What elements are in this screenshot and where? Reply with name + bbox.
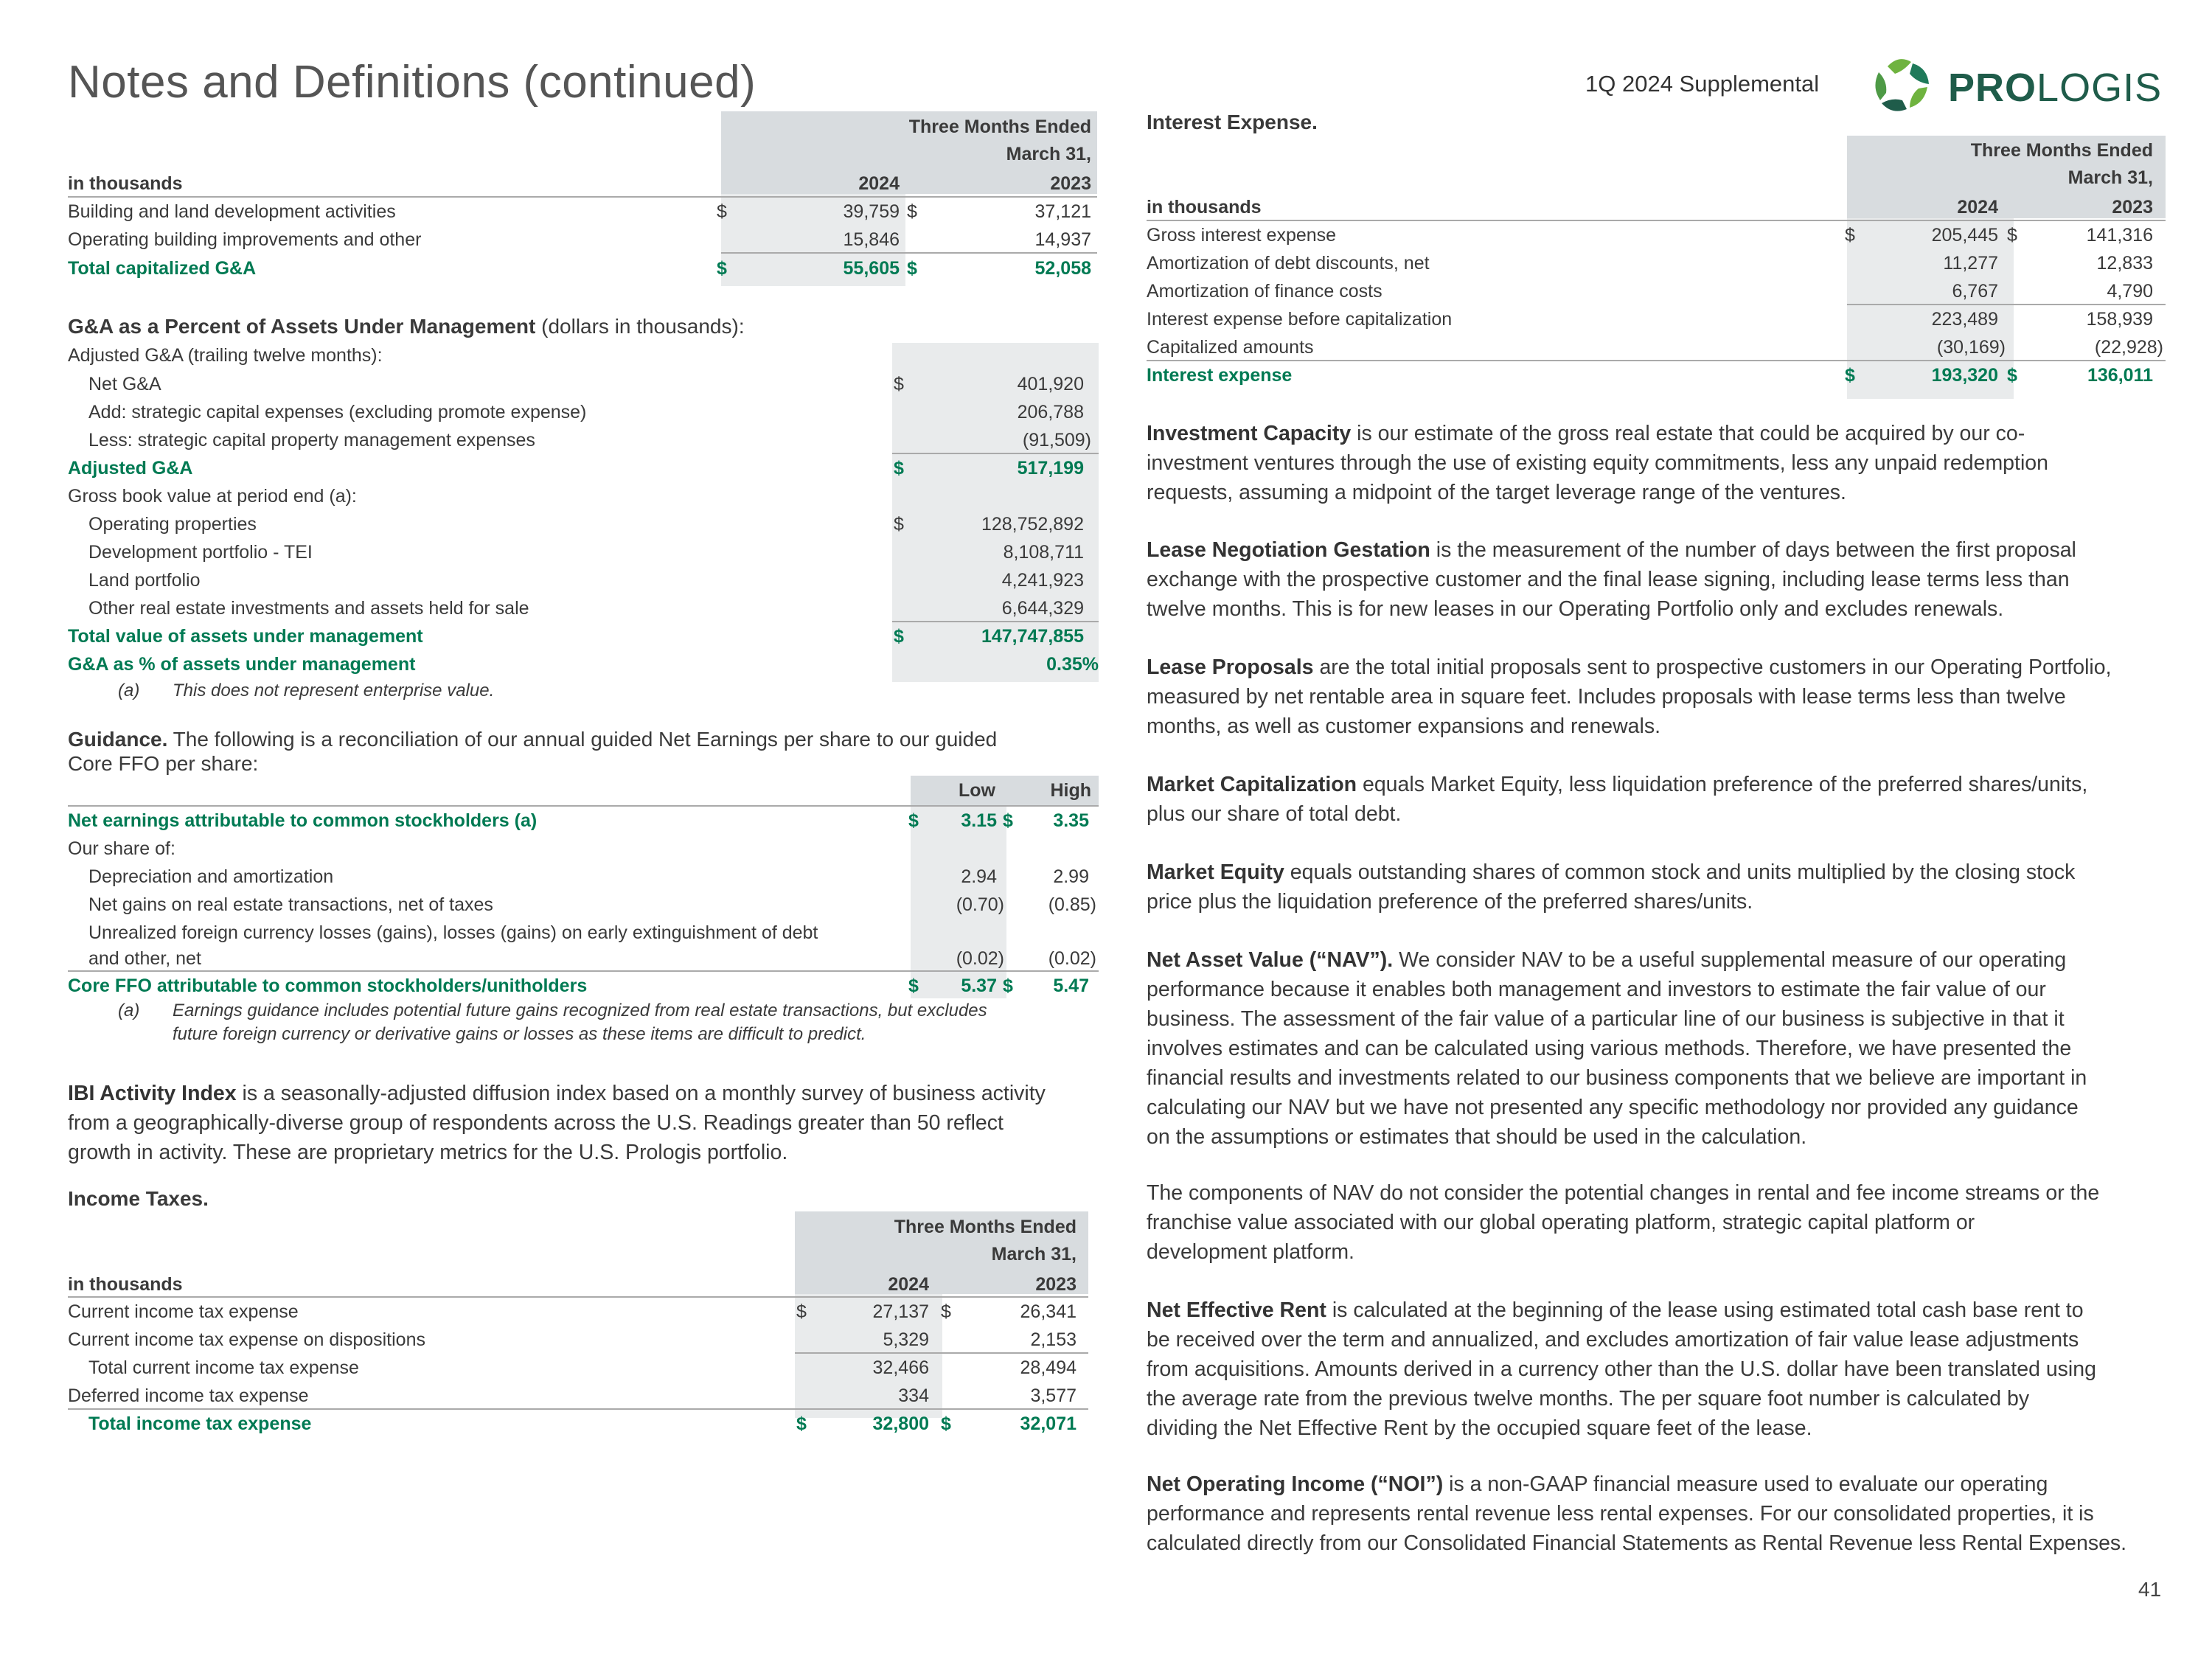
dollar-sign: $ [941,1413,951,1434]
interest-row-c1: (30,169) [1936,337,2006,358]
interest-col-2024: 2024 [1957,197,1998,218]
guidance-intro: Guidance. The following is a reconciliation of our annual guided Net Earnings per share to our guided [68,728,998,751]
interest-total-c1: 193,320 [1931,365,1998,386]
guidance-header-rule [68,805,1099,807]
def-lease-negotiation-gestation: Lease Negotiation Gestation is the measurement of the number of days between the first proposal exchange with the prospective customer and the final lease signing, including lease terms less than twelve months. This is for new leases in our Operating Portfolio only and excludes renewals. [1147,538,2076,621]
ga-row-label: Gross book value at period end (a): [68,486,357,507]
capg-row-c2: 14,937 [1034,229,1091,250]
guidance-total-label: Core FFO attributable to common stockholders/unitholders [68,975,588,996]
interest-row-label: Amortization of debt discounts, net [1147,253,1430,274]
tax-period-line1: Three Months Ended [894,1217,1077,1237]
logo-mark-icon [1865,52,1939,119]
tax-row-label: Deferred income tax expense [68,1385,309,1406]
capg-col-2023: 2023 [1050,173,1091,194]
capg-header-rule [68,196,1097,198]
dollar-sign: $ [908,975,919,996]
tax-row-c2: 3,577 [1030,1385,1077,1406]
tax-row-c1: 334 [898,1385,929,1406]
ga-row-value: (91,509) [1022,430,1091,451]
interest-row-c1: 11,277 [1943,253,1998,274]
ga-row-value: 401,920 [1017,374,1084,394]
interest-period-line2: March 31, [2067,167,2153,188]
page-title: Notes and Definitions (continued) [68,57,757,108]
dollar-sign: $ [894,514,904,535]
def-net-asset-value: Net Asset Value (“NAV”). We consider NAV to be a useful supplemental measure of our operating performance because it enables both management and investors to estimate the fair value of our business. The assessment of the fair value of a particular line of our business is subjective in that it involves estimates and can be calculated using various methods. Therefore, we have presented the financial results and investments related to our business components that we believe are important in calculating our NAV but we have not presented any specific methodology nor provided any guidance on the assumptions or estimates that should be used in the calculation. [1147,948,2087,1149]
capg-unit-label: in thousands [68,173,183,194]
interest-row-label: Amortization of finance costs [1147,281,1382,302]
tax-row-c2: 26,341 [1020,1301,1077,1322]
tax-row-c1: 5,329 [883,1329,929,1350]
guidance-high: (0.85) [1048,894,1096,915]
tax-rule [795,1352,1088,1354]
tax-row-c1: 32,466 [872,1357,929,1378]
interest-col-2023: 2023 [2112,197,2153,218]
tax-row-label: Total current income tax expense [88,1357,359,1378]
tax-total-c1: 32,800 [872,1413,929,1434]
def-investment-capacity: Investment Capacity is our estimate of the gross real estate that could be acquired by our co- investment ventures through the use of existing equity commitments, less any unpaid redemption requests, assuming a midpoint of the target leverage range of the ventures. [1147,422,2048,504]
capg-row-c1: 15,846 [843,229,900,250]
ga-row-value: 8,108,711 [1003,542,1084,563]
guidance-total-low: 5.37 [961,975,997,996]
def-net-operating-income: Net Operating Income (“NOI”) is a non-GAAP financial measure used to evaluate our operating performance and represents rental revenue less rental expenses. For our consolidated properties, it is calculated directly from our Consolidated Financial Statements as Rental Revenue less Rental Expenses. [1147,1472,2127,1555]
tax-header-rule [68,1296,1088,1298]
logo-text: PROLOGIS [1948,66,2163,110]
def-net-effective-rent: Net Effective Rent is calculated at the beginning of the lease using estimated total cash base rent to be received over the term and annualized, and excludes amortization of fair value lease adjustments from acquisitions. Amounts derived in a currency other than the U.S. dollar have been translated using the average rate from the previous twelve months. The per square foot number is calculated by dividing the Net Effective Rent by the occupied square feet of the lease. [1147,1298,2096,1440]
ga-row-label: Add: strategic capital expenses (excluding promote expense) [88,402,587,422]
ga-footnote-mark: (a) [118,681,140,700]
interest-row-c2: 158,939 [2086,309,2153,330]
interest-row-label: Gross interest expense [1147,225,1337,246]
tax-row-label: Current income tax expense on dispositions [68,1329,425,1350]
capg-total-label: Total capitalized G&A [68,258,257,279]
interest-row-c1: 6,767 [1952,281,1998,302]
ga-footnote: This does not represent enterprise value. [173,681,495,700]
ga-pct-value: 0.35% [1046,654,1099,675]
guidance-row-label: Depreciation and amortization [88,866,334,887]
guidance-low: 3.15 [961,810,997,831]
dollar-sign: $ [1003,975,1013,996]
tax-col-2024: 2024 [888,1274,929,1295]
supplemental-label: 1Q 2024 Supplemental [1585,71,1820,97]
ga-row-label: Operating properties [88,514,257,535]
ibi-paragraph: IBI Activity Index is a seasonally-adjusted diffusion index based on a monthly survey of business activity from a geographically-diverse group of respondents across the U.S. Readings greater than 50 reflect growth in activity. These are proprietary metrics for the U.S. Prologis portfolio. [68,1082,1046,1164]
dollar-sign: $ [894,374,904,394]
interest-row-label: Capitalized amounts [1147,337,1314,358]
page-number: 41 [2138,1578,2162,1601]
income-taxes-heading: Income Taxes. [68,1187,209,1210]
interest-row-c1: 223,489 [1931,309,1998,330]
interest-row-c2: 141,316 [2086,225,2153,246]
interest-row-c2: 12,833 [2096,253,2153,274]
guidance-footnote-line1: Earnings guidance includes potential future gains recognized from real estate transactions, but excludes [173,1001,987,1020]
guidance-row-label: Net earnings attributable to common stockholders (a) [68,810,538,831]
ga-row-label: Net G&A [88,374,161,394]
interest-total-rule [1147,360,2166,361]
capg-col-2024: 2024 [858,173,900,194]
capg-total-c2: 52,058 [1034,258,1091,279]
guidance-total-high: 5.47 [1053,975,1089,996]
guidance-low: (0.70) [956,894,1004,915]
tax-total-label: Total income tax expense [88,1413,312,1434]
tax-col-2023: 2023 [1035,1274,1077,1295]
guidance-footnote-line2: future foreign currency or derivative gains or losses as these items are difficult to predict. [173,1024,866,1044]
tax-row-c1: 27,137 [872,1301,929,1322]
ga-adjusted-label: Adjusted G&A [68,458,193,479]
tax-unit-label: in thousands [68,1274,183,1295]
guidance-low: (0.02) [956,948,1004,969]
ga-row-label: Development portfolio - TEI [88,542,313,563]
capg-period-line2: March 31, [1006,144,1091,164]
def-lease-proposals: Lease Proposals are the total initial proposals sent to prospective customers in our Operating Portfolio, measured by net rentable area in square feet. Includes proposals with lease terms less than twelve months, as well as customer expansions and renewals. [1147,655,2112,738]
interest-row-c2: (22,928) [2094,337,2163,358]
interest-heading: Interest Expense. [1147,111,1318,133]
dollar-sign: $ [1003,810,1013,831]
interest-unit-label: in thousands [1147,197,1262,218]
guidance-high: (0.02) [1048,948,1096,969]
tax-row-label: Current income tax expense [68,1301,299,1322]
ga-pct-label: G&A as % of assets under management [68,654,416,675]
tax-total-rule [68,1408,1088,1410]
dollar-sign: $ [1845,225,1855,246]
dollar-sign: $ [908,810,919,831]
interest-header-rule [1147,220,2166,221]
guidance-low: 2.94 [961,866,997,887]
dollar-sign: $ [2007,225,2017,246]
capg-row-c2: 37,121 [1034,201,1091,222]
ga-row-value: 4,241,923 [1001,570,1084,591]
guidance-row-label: Unrealized foreign currency losses (gains), losses (gains) on early extinguishment of debt [88,922,818,943]
guidance-row-label: Our share of: [68,838,175,859]
capg-row-label: Operating building improvements and other [68,229,422,250]
guidance-footnote-mark: (a) [118,1001,140,1020]
ga-row-label: Adjusted G&A (trailing twelve months): [68,345,383,366]
tax-period-line2: March 31, [991,1244,1077,1265]
dollar-sign: $ [717,201,727,222]
capg-period-line1: Three Months Ended [908,116,1091,137]
dollar-sign: $ [796,1413,807,1434]
guidance-col-high: High [1050,780,1091,801]
ga-row-value: 128,752,892 [981,514,1084,535]
interest-period-line1: Three Months Ended [1970,140,2153,161]
interest-row-label: Interest expense before capitalization [1147,309,1453,330]
prologis-logo [1865,52,2183,119]
tax-total-c2: 32,071 [1020,1413,1077,1434]
ga-row-value: 6,644,329 [1001,598,1084,619]
dollar-sign: $ [894,458,904,479]
guidance-high: 2.99 [1053,866,1089,887]
interest-row-c2: 4,790 [2107,281,2153,302]
dollar-sign: $ [907,201,917,222]
ga-adjusted-value: 517,199 [1017,458,1084,479]
dollar-sign: $ [1845,365,1855,386]
ga-row-label: Less: strategic capital property management expenses [88,430,535,451]
guidance-row-label: and other, net [88,948,201,969]
dollar-sign: $ [907,258,917,279]
guidance-col-low: Low [959,780,995,801]
tax-row-c2: 2,153 [1030,1329,1077,1350]
ga-rule [892,453,1099,454]
dollar-sign: $ [796,1301,807,1322]
guidance-intro-line2: Core FFO per share: [68,752,259,775]
interest-total-label: Interest expense [1147,365,1293,386]
tax-row-c2: 28,494 [1020,1357,1077,1378]
ga-row-label: Land portfolio [88,570,201,591]
ga-pct-heading: G&A as a Percent of Assets Under Management (dollars in thousands): [68,315,745,338]
ga-row-value: 206,788 [1017,402,1084,422]
dollar-sign: $ [941,1301,951,1322]
capg-row-label: Building and land development activities [68,201,396,222]
dollar-sign: $ [717,258,727,279]
def-market-equity: Market Equity equals outstanding shares of common stock and units multiplied by the closing stock price plus the liquidation preference of the preferred shares/units. [1147,860,2076,914]
guidance-high: 3.35 [1053,810,1089,831]
capg-row-c1: 39,759 [843,201,900,222]
capg-total-rule [721,252,1097,254]
ga-total-label: Total value of assets under management [68,626,423,647]
def-market-capitalization: Market Capitalization equals Market Equity, less liquidation preference of the preferred shares/units, plus our share of total debt. [1147,773,2088,826]
ga-row-label: Other real estate investments and assets held for sale [88,598,529,619]
dollar-sign: $ [2007,365,2017,386]
capg-total-c1: 55,605 [843,258,900,279]
guidance-row-label: Net gains on real estate transactions, net of taxes [88,894,493,915]
interest-row-c1: 205,445 [1931,225,1998,246]
ga-total-value: 147,747,855 [981,626,1084,647]
interest-rule [1847,304,2166,305]
dollar-sign: $ [894,626,904,647]
interest-total-c2: 136,011 [2087,365,2153,386]
guidance-total-rule [68,970,1099,972]
def-nav-components: The components of NAV do not consider the potential changes in rental and fee income streams or the franchise value associated with our global operating platform, strategic capital platform or development platform. [1147,1181,2100,1264]
ga-rule [892,621,1099,622]
